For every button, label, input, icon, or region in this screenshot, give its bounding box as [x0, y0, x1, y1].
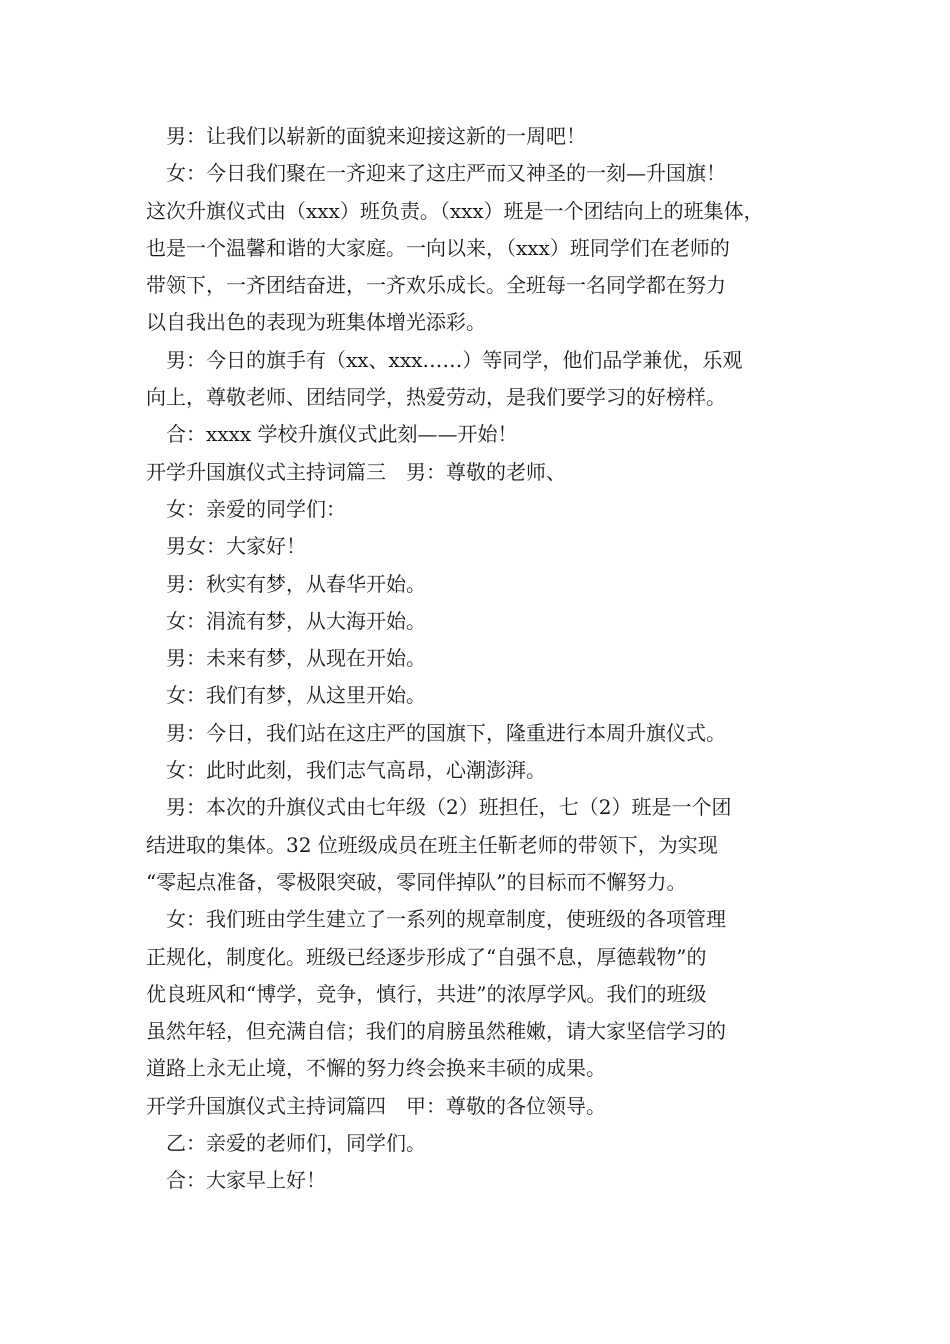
text-line: 结进取的集体。32 位班级成员在班主任靳老师的带领下，为实现 [146, 832, 718, 857]
text-line: 女：今日我们聚在一齐迎来了这庄严而又神圣的一刻—升国旗！ [166, 161, 726, 186]
text-line: 正规化，制度化。班级已经逐步形成了“自强不息，厚德载物”的 [146, 944, 707, 969]
section-heading-line: 开学升国旗仪式主持词篇三 男：尊敬的老师、 [146, 459, 566, 484]
text-line: 也是一个温馨和谐的大家庭。一向以来，（xxx）班同学们在老师的 [146, 235, 730, 260]
text-line: 以自我出色的表现为班集体增光添彩。 [146, 310, 486, 335]
text-line: 乙：亲爱的老师们，同学们。 [166, 1131, 426, 1156]
text-line: 男：今日的旗手有（xx、xxx……）等同学，他们品学兼优，乐观 [166, 347, 743, 372]
text-line: 女：我们班由学生建立了一系列的规章制度，使班级的各项管理 [166, 907, 726, 932]
text-line: 虽然年轻，但充满自信；我们的肩膀虽然稚嫩，请大家坚信学习的 [146, 1019, 726, 1044]
text-line: 男：本次的升旗仪式由七年级（2）班担任，七（2）班是一个团 [166, 795, 732, 820]
text-line: 男：今日，我们站在这庄严的国旗下，隆重进行本周升旗仪式。 [166, 720, 726, 745]
section-heading-line: 开学升国旗仪式主持词篇四 甲：尊敬的各位领导。 [146, 1093, 606, 1118]
text-line: 合：xxxx 学校升旗仪式此刻——开始！ [166, 422, 518, 447]
text-line: 男：未来有梦，从现在开始。 [166, 646, 426, 671]
text-line: 道路上永无止境，不懈的努力终会换来丰硕的成果。 [146, 1056, 606, 1081]
text-line: 女：此时此刻，我们志气高昂，心潮澎湃。 [166, 758, 546, 783]
text-line: 向上，尊敬老师、团结同学，热爱劳动，是我们要学习的好榜样。 [146, 385, 726, 410]
text-line: 女：我们有梦，从这里开始。 [166, 683, 426, 708]
document-body [146, 118, 816, 1200]
text-line: 合：大家早上好！ [166, 1168, 326, 1193]
text-line: 带领下，一齐团结奋进，一齐欢乐成长。全班每一名同学都在努力 [146, 273, 726, 298]
text-line: “零起点准备，零极限突破，零同伴掉队”的目标而不懈努力。 [146, 869, 687, 894]
text-line: 女：涓流有梦，从大海开始。 [166, 608, 426, 633]
text-line: 男女：大家好！ [166, 534, 306, 559]
text-line: 优良班风和“博学，竞争，慎行，共进”的浓厚学风。我们的班级 [146, 981, 707, 1006]
text-line: 女：亲爱的同学们： [166, 496, 346, 521]
text-line: 这次升旗仪式由（xxx）班负责。（xxx）班是一个团结向上的班集体， [146, 198, 764, 223]
text-line: 男：秋实有梦，从春华开始。 [166, 571, 426, 596]
text-line: 男：让我们以崭新的面貌来迎接这新的一周吧！ [166, 124, 586, 148]
